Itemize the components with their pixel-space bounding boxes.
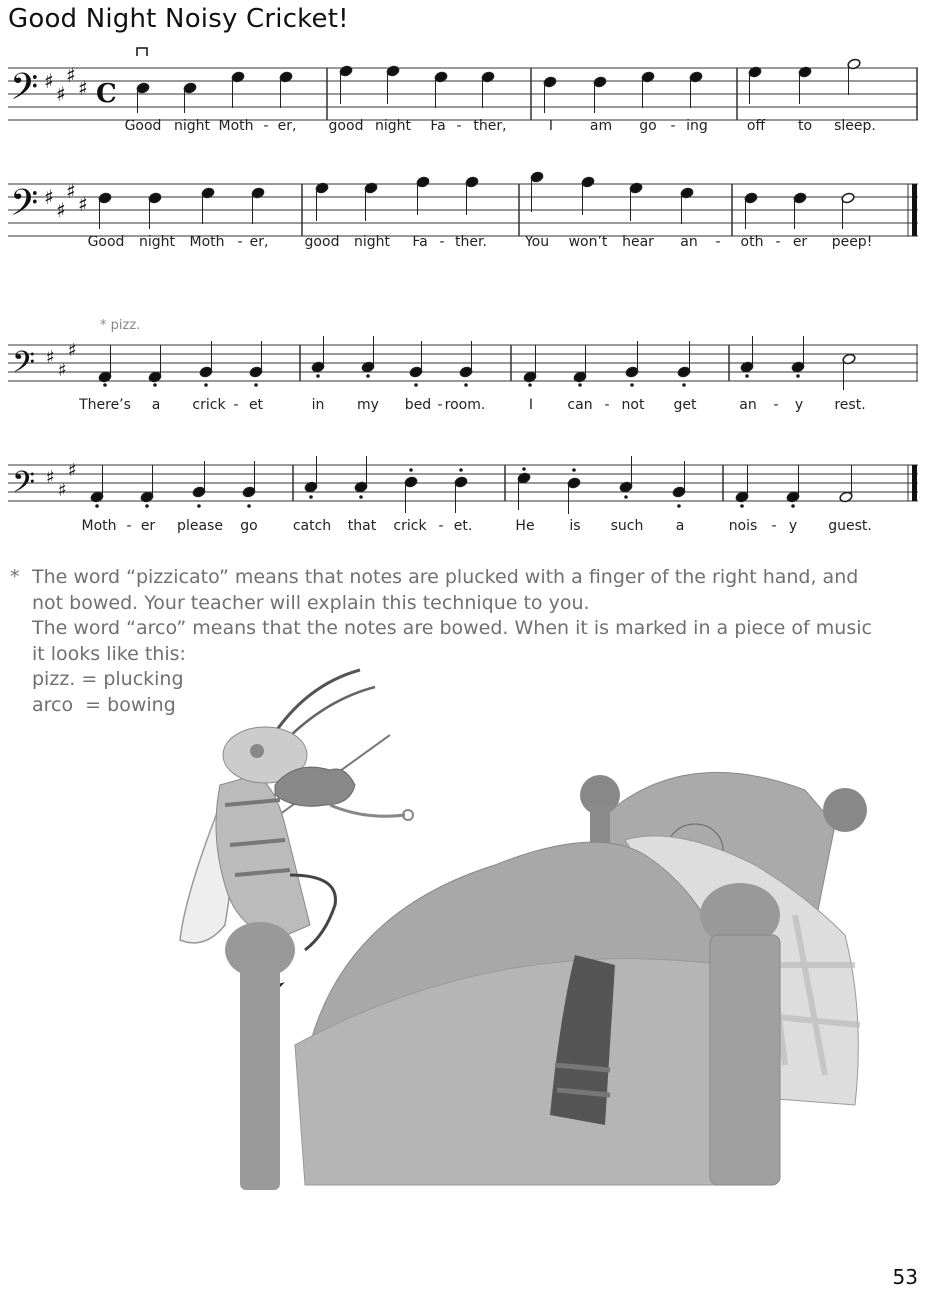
lyric: bed xyxy=(404,397,432,413)
final-barline xyxy=(912,184,917,236)
lyric: - xyxy=(263,118,269,134)
lyric: good xyxy=(304,234,340,250)
lyric: - xyxy=(233,397,239,413)
key-signature-sharps xyxy=(44,179,88,222)
music-system-1 xyxy=(0,40,940,150)
down-bow-icon xyxy=(137,48,147,56)
svg-text:♯: ♯ xyxy=(56,198,66,222)
svg-text:♯: ♯ xyxy=(66,63,76,87)
lyric: am xyxy=(589,118,613,134)
lyric: room. xyxy=(444,397,486,413)
lyric: night xyxy=(374,118,412,134)
music-system-4 xyxy=(0,440,940,550)
lyric: - xyxy=(126,518,132,534)
lyric: night xyxy=(138,234,176,250)
bass-clef-icon xyxy=(12,466,35,507)
lyric: go xyxy=(240,518,258,534)
bass-clef-icon xyxy=(10,66,38,117)
lyric: - xyxy=(773,397,779,413)
bass-clef-icon xyxy=(12,346,35,387)
lyric: peep! xyxy=(831,234,873,250)
lyric: can xyxy=(567,397,593,413)
lyric: ther, xyxy=(473,118,507,134)
lyric: off xyxy=(746,118,766,134)
svg-text:♯: ♯ xyxy=(56,82,66,106)
lyric: Good xyxy=(87,234,125,250)
lyric: won’t xyxy=(568,234,608,250)
lyric: - xyxy=(437,397,443,413)
lyric: ing xyxy=(686,118,708,134)
lyric: sleep. xyxy=(834,118,876,134)
lyric: please xyxy=(177,518,223,534)
final-barline xyxy=(912,465,917,501)
svg-text:♯: ♯ xyxy=(68,340,77,361)
lyric: Moth xyxy=(218,118,254,134)
lyric: et xyxy=(248,397,264,413)
lyric: You xyxy=(524,234,550,250)
lyric: such xyxy=(610,518,644,534)
lyric: rest. xyxy=(834,397,866,413)
pizz-marking: * pizz. xyxy=(100,318,141,333)
svg-text:𝄢: 𝄢 xyxy=(10,182,39,233)
lyric: er xyxy=(140,518,156,534)
svg-text:♯: ♯ xyxy=(66,179,76,203)
lyric: guest. xyxy=(828,518,872,534)
music-system-3 xyxy=(0,300,940,430)
lyric: I xyxy=(528,397,534,413)
lyric: go xyxy=(639,118,657,134)
lyric: - xyxy=(456,118,462,134)
footnote-line: pizz. = plucking xyxy=(32,668,184,690)
lyric: in xyxy=(311,397,325,413)
lyric: - xyxy=(715,234,721,250)
common-time-icon xyxy=(96,79,117,109)
lyric: - xyxy=(438,518,444,534)
illustration-drawing xyxy=(165,665,895,1195)
lyric: night xyxy=(353,234,391,250)
music-system-2 xyxy=(0,160,940,270)
lyric: oth xyxy=(740,234,764,250)
lyric: er, xyxy=(277,118,297,134)
lyric: There’s xyxy=(79,397,131,413)
svg-text:♯: ♯ xyxy=(78,192,88,216)
lyric: - xyxy=(775,234,781,250)
lyric: er, xyxy=(249,234,269,250)
svg-text:𝄢: 𝄢 xyxy=(12,466,36,507)
footnote-line: not bowed. Your teacher will explain this technique to you. xyxy=(32,591,590,614)
lyric: not xyxy=(621,397,645,413)
lyric: nois xyxy=(728,518,758,534)
lyric: crick xyxy=(393,518,427,534)
lyric: to xyxy=(797,118,813,134)
footnote-line: The word “pizzicato” means that notes are plucked with a finger of the right hand, and xyxy=(32,566,859,588)
svg-text:♯: ♯ xyxy=(46,347,55,368)
lyric: get xyxy=(673,397,697,413)
lyric: y xyxy=(794,397,804,413)
lyric: - xyxy=(670,118,676,134)
lyric: - xyxy=(237,234,243,250)
lyric: is xyxy=(569,518,581,534)
lyric: Fa xyxy=(412,234,428,250)
lyric: my xyxy=(357,397,379,413)
lyric: night xyxy=(173,118,211,134)
lyric: good xyxy=(328,118,364,134)
lyric: catch xyxy=(292,518,332,534)
key-signature-sharps xyxy=(46,340,77,381)
footnote-line: arco = bowing xyxy=(32,693,176,716)
lyric: He xyxy=(515,518,535,534)
lyric: - xyxy=(771,518,777,534)
svg-text:♯: ♯ xyxy=(78,76,88,100)
svg-text:♯: ♯ xyxy=(58,360,67,381)
lyric: Good xyxy=(124,118,162,134)
key-signature-sharps xyxy=(44,63,88,106)
footnote-line: it looks like this: xyxy=(32,642,186,665)
footnote-line: The word “arco” means that the notes are bowed. When it is marked in a piece of music xyxy=(32,617,872,639)
svg-text:♯: ♯ xyxy=(44,69,54,93)
page-number: 53 xyxy=(892,1265,918,1289)
lyric: Moth xyxy=(81,518,117,534)
lyric: crick xyxy=(192,397,226,413)
lyric: a xyxy=(151,397,161,413)
svg-text:♯: ♯ xyxy=(44,185,54,209)
lyric: that xyxy=(347,518,377,534)
lyric: an xyxy=(739,397,757,413)
bass-clef-icon xyxy=(10,182,38,233)
svg-text:C: C xyxy=(96,79,117,109)
lyric: Fa xyxy=(430,118,446,134)
footnote-marker: * xyxy=(10,566,20,588)
lyric: a xyxy=(675,518,685,534)
lyric: er xyxy=(792,234,808,250)
lyric: ther. xyxy=(455,234,487,250)
svg-text:♯: ♯ xyxy=(58,480,67,501)
lyric: et. xyxy=(453,518,473,534)
staff-2 xyxy=(0,160,940,270)
key-signature-sharps xyxy=(46,460,77,501)
lyric: I xyxy=(548,118,554,134)
lyric: Moth xyxy=(189,234,225,250)
lyric: y xyxy=(788,518,798,534)
svg-text:𝄢: 𝄢 xyxy=(12,346,36,387)
svg-text:♯: ♯ xyxy=(68,460,77,481)
lyric: an xyxy=(680,234,698,250)
svg-text:𝄢: 𝄢 xyxy=(10,66,39,117)
lyric: - xyxy=(439,234,445,250)
page-title: Good Night Noisy Cricket! xyxy=(8,4,349,34)
svg-text:♯: ♯ xyxy=(46,467,55,488)
cricket-bed-illustration xyxy=(165,665,895,1195)
lyric: - xyxy=(604,397,610,413)
lyric: hear xyxy=(622,234,654,250)
